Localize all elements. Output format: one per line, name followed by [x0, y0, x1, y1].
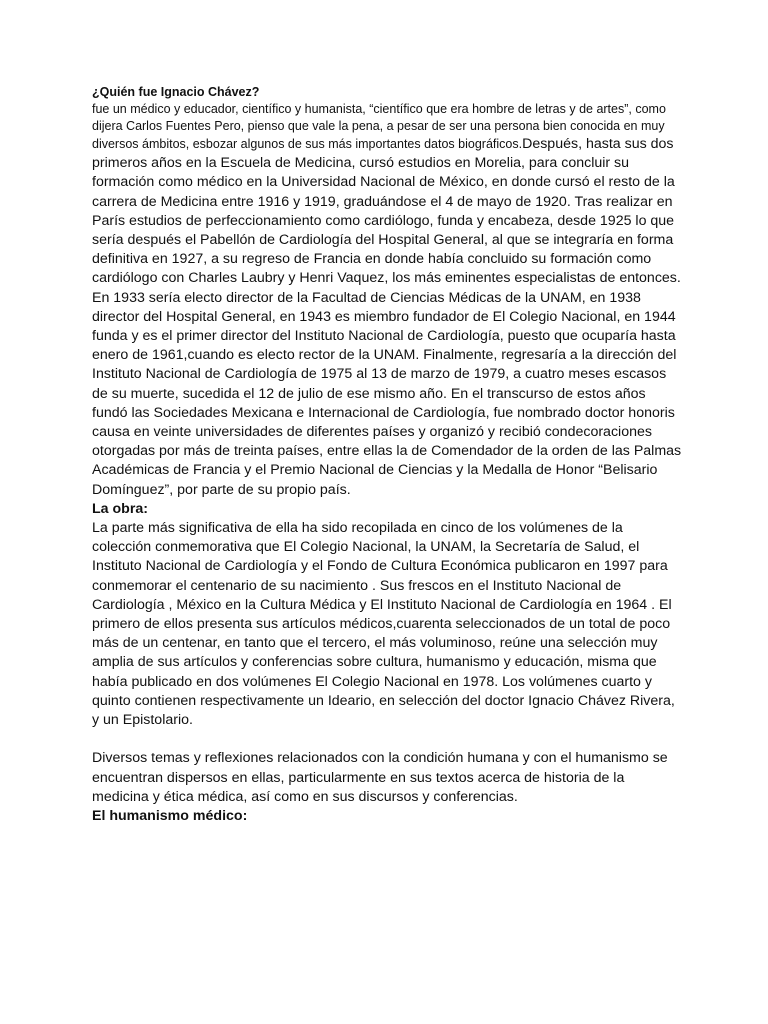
obra-paragraph: La parte más significativa de ella ha sido recopilada en cinco de los volúmenes de la colección conmemorativa que El Colegio Nacional, la UNAM, la Secretaría de Salud, el Instituto Nacional de Cardiología y el Fondo de Cultura Económica publicaron en 1997 para conmemorar el centenario de su nacimiento . Sus frescos en el Instituto Nacional de Cardiología , México en la Cultura Médica y El Instituto Nacional de Cardiología en 1964 . El primero de ellos presenta sus artículos médicos,cuarenta seleccionados de un total de poco más de un centenar, en tanto que el tercero, el más voluminoso, reúne una selección muy amplia de sus artículos y conferencias sobre cultura, humanismo y educación, misma que había publicado en dos volúmenes El Colegio Nacional en 1978. Los volúmenes cuarto y quinto contienen respectivamente un Ideario, en selección del doctor Ignacio Chávez Rivera, y un Epistolario.: [92, 520, 675, 729]
temas-paragraph: Diversos temas y reflexiones relacionados con la condición humana y con el humanismo se encuentran dispersos en ellas, particularmente en sus textos acerca de historia de la medicina y ética médica, así como en sus discursos y conferencias.: [92, 750, 668, 805]
section-heading-quien-fue: ¿Quién fue Ignacio Chávez?: [92, 85, 260, 99]
document-page: [92, 84, 682, 826]
biography-text: Después, hasta sus dos primeros años en la Escuela de Medicina, cursó estudios en Morelia, para concluir su formación como médico en la Universidad Nacional de México, en donde cursó el resto de la carrera de Medicina entre 1916 y 1919, graduándose el 4 de mayo de 1920. Tras realizar en París estudios de perfeccionamiento como cardiólogo, funda y encabeza, desde 1925 lo que sería después el Pabellón de Cardiología del Hospital General, al que se integraría en forma definitiva en 1927, a su regreso de Francia en donde había concluido su formación como cardiólogo con Charles Laubry y Henri Vaquez, los más eminentes especialistas de entonces. En 1933 sería electo director de la Facultad de Ciencias Médicas de la UNAM, en 1938 director del Hospital General, en 1943 es miembro fundador de El Colegio Nacional, en 1944 funda y es el primer director del Instituto Nacional de Cardiología, puesto que ocuparía hasta enero de 1961,cuando es electo rector de la UNAM. Finalmente, regresaría a la dirección del Instituto Nacional de Cardiología de 1975 al 13 de marzo de 1979, a cuatro meses escasos de su muerte, sucedida el 12 de julio de ese mismo año. En el transcurso de estos años fundó las Sociedades Mexicana e Internacional de Cardiología, fue nombrado doctor honoris causa en veinte universidades de diferentes países y organizó y recibió condecoraciones otorgadas por más de treinta países, entre ellas la de Comendador de la orden de las Palmas Académicas de Francia y el Premio Nacional de Ciencias y la Medalla de Honor “Belisario Domínguez”, por parte de su propio país.: [92, 136, 682, 498]
section-heading-la-obra: La obra:: [92, 500, 148, 517]
section-heading-humanismo-medico: El humanismo médico:: [92, 807, 248, 824]
biography-paragraph: [92, 101, 682, 500]
paragraph-gap: [92, 730, 682, 749]
intro-text: fue un médico y educador, científico y humanista, “científico que era hombre de letras y de artes”, como dijera Carlos Fuentes Pero, pienso que vale la pena, a pesar de ser una persona bien conocida en muy diversos ámbitos, esbozar algunos de sus más importantes datos biográficos.: [92, 102, 666, 151]
